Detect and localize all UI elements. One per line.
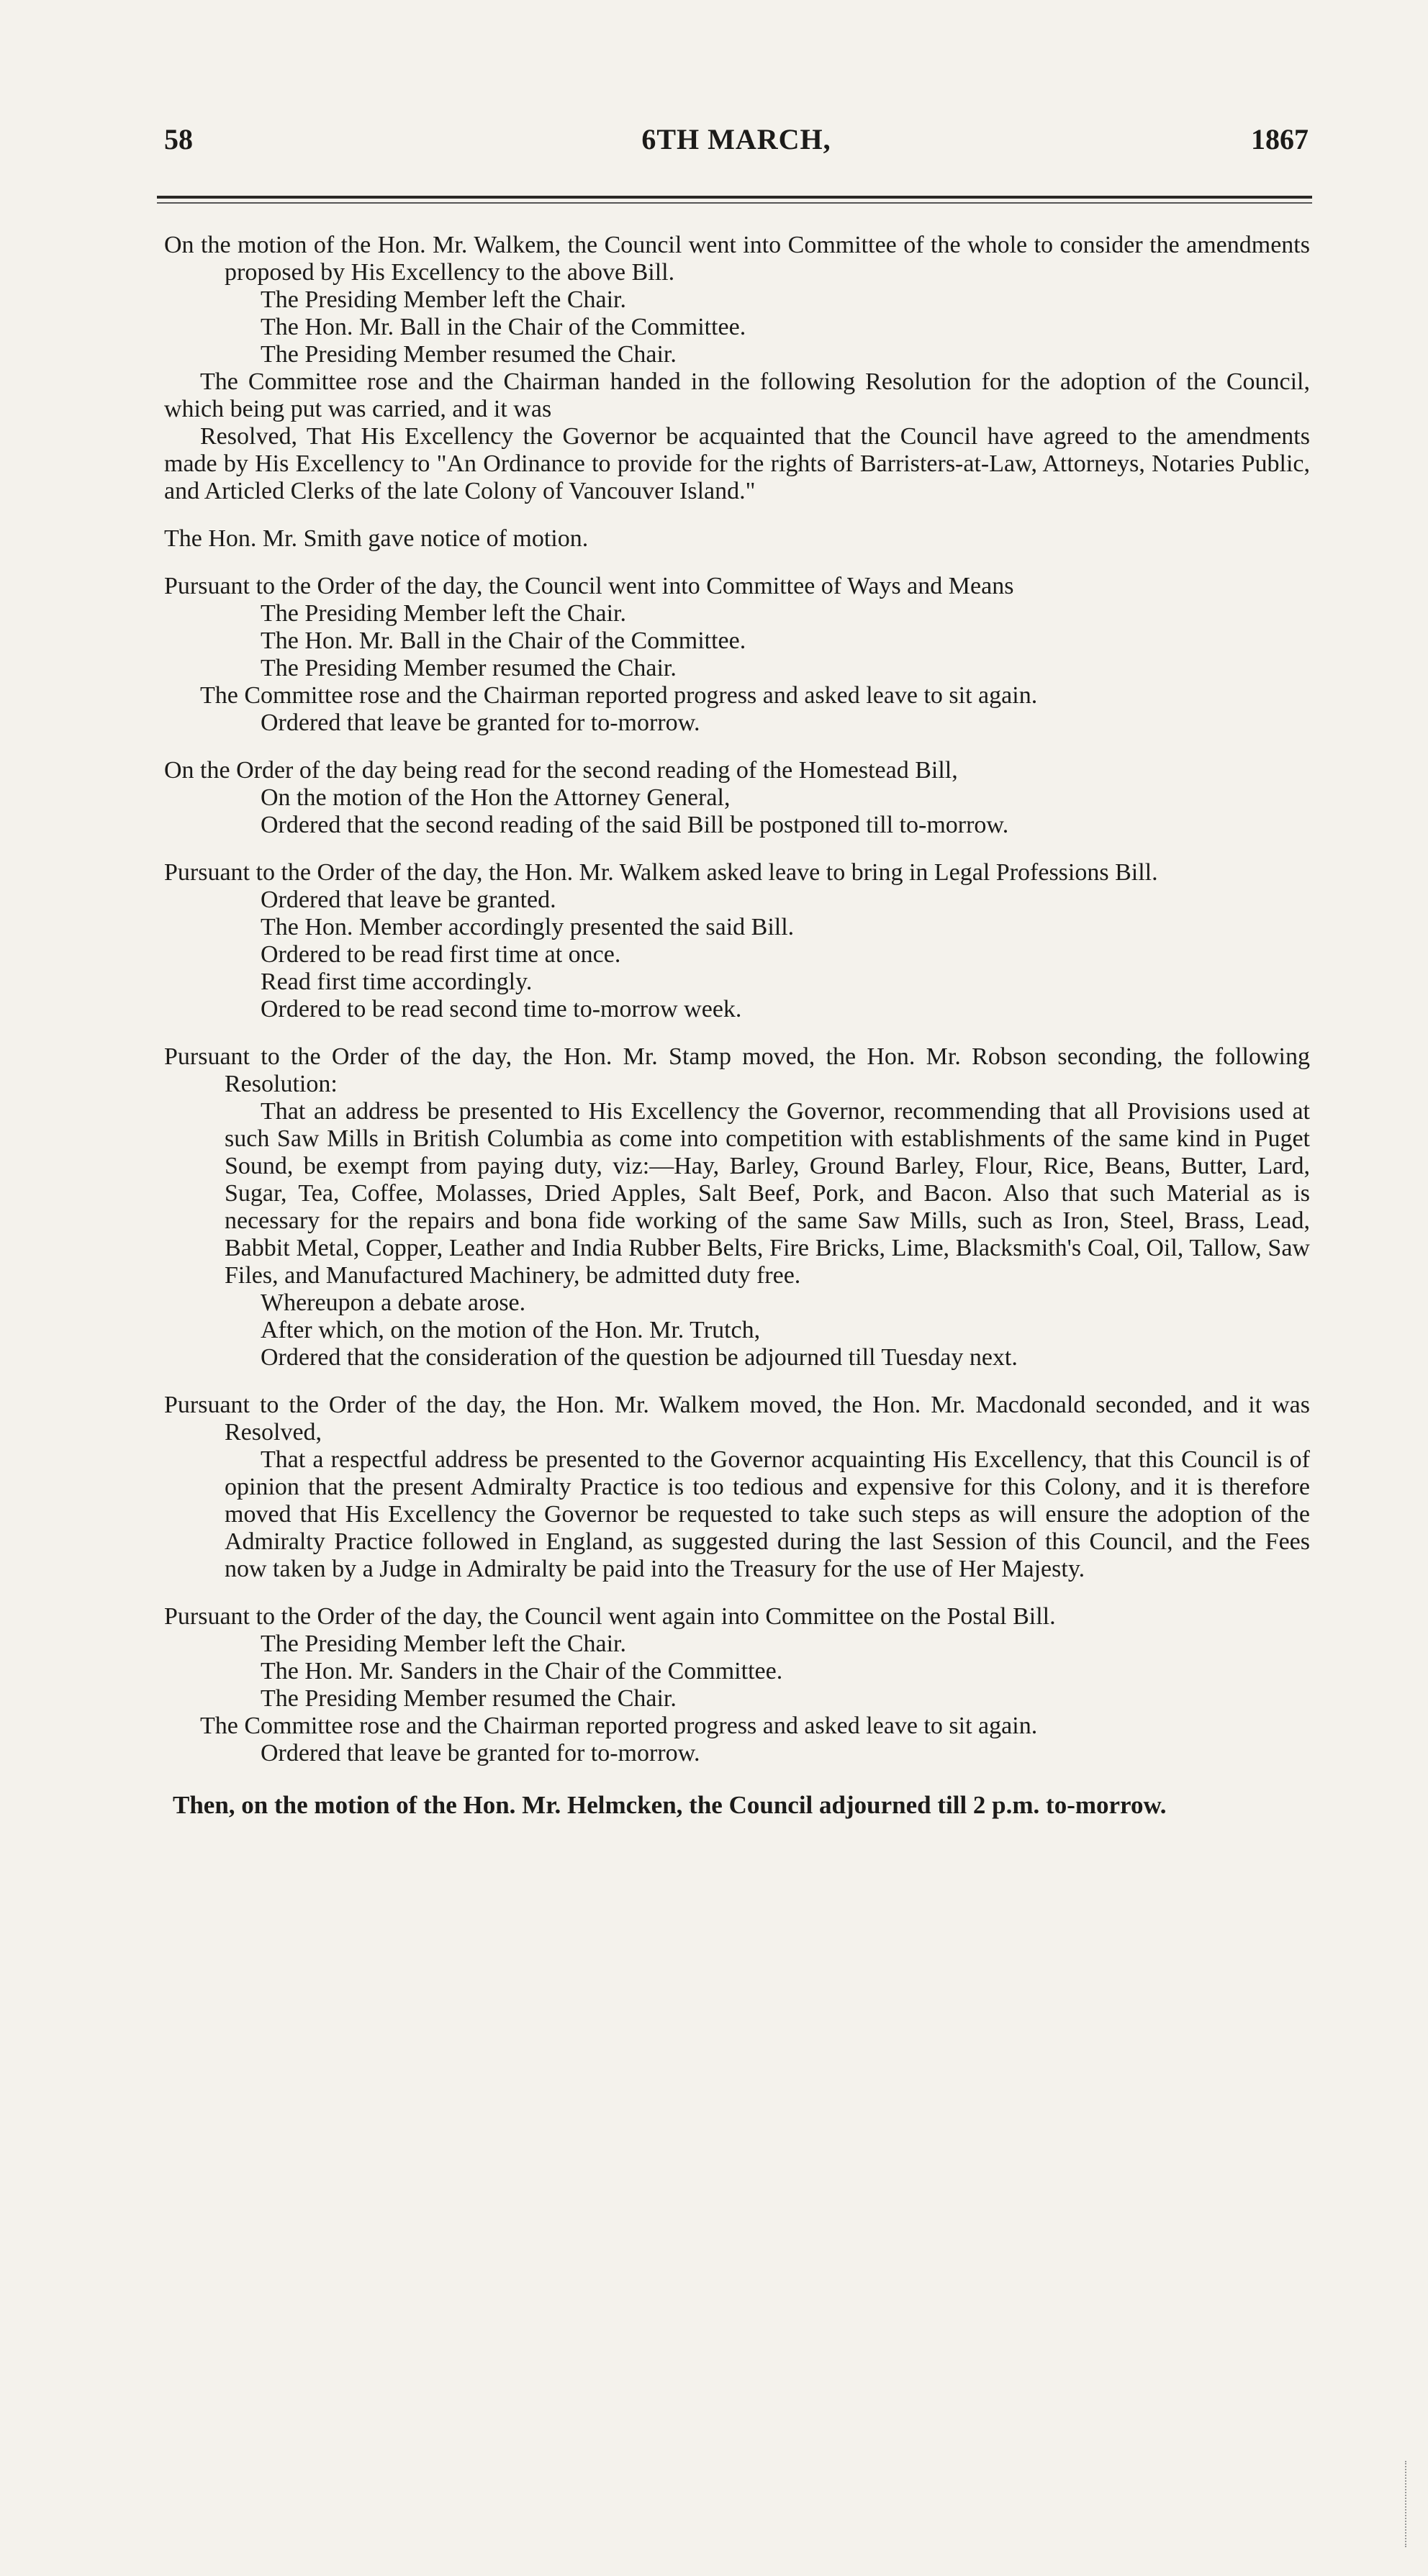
header-rule-thin: [157, 202, 1312, 204]
entry-lead: Pursuant to the Order of the day, the Hon. Mr. Stamp moved, the Hon. Mr. Robson seconding, the following Resolution:: [164, 1043, 1310, 1097]
entry-line: The Committee rose and the Chairman handed in the following Resolution for the adoption of the Council, which being put was carried, and it was: [164, 368, 1310, 422]
page-date: 6TH MARCH,: [641, 123, 831, 155]
entry-ways-and-means: [164, 573, 1310, 737]
entry-line: The Presiding Member resumed the Chair.: [261, 1685, 677, 1712]
entry-lead: Pursuant to the Order of the day, the Council went again into Committee on the Postal Bill.: [164, 1603, 1056, 1630]
entry-line: Ordered that leave be granted.: [261, 886, 556, 913]
entry-line: Read first time accordingly.: [261, 969, 533, 995]
entry-line: Ordered to be read second time to-morrow week.: [261, 996, 742, 1022]
entry-smith-notice: [164, 525, 1310, 553]
entry-line: Ordered that the second reading of the said Bill be postponed till to-morrow.: [261, 812, 1009, 838]
entry-line: The Committee rose and the Chairman reported progress and asked leave to sit again.: [200, 1713, 1038, 1739]
entry-legal-professions: [164, 859, 1310, 1023]
entry-line: The Hon. Mr. Ball in the Chair of the Committee.: [261, 627, 746, 654]
entry-line: The Presiding Member resumed the Chair.: [261, 341, 677, 368]
page-number: 58: [164, 123, 193, 155]
page-header: [164, 122, 1309, 165]
header-rule-thick: [157, 196, 1312, 199]
entry-line: The Presiding Member left the Chair.: [261, 600, 626, 627]
entry-line: The Presiding Member left the Chair.: [261, 1631, 626, 1657]
entry-walkem-committee: [164, 232, 1310, 505]
entry-line: The Presiding Member resumed the Chair.: [261, 655, 677, 681]
entry-lead: Pursuant to the Order of the day, the Council went into Committee of Ways and Means: [164, 573, 1014, 599]
entry-line: Whereupon a debate arose.: [261, 1289, 526, 1316]
entry-lead: Pursuant to the Order of the day, the Hon. Mr. Walkem moved, the Hon. Mr. Macdonald seconded, and it was Resolved,: [164, 1392, 1310, 1446]
entry-line: Ordered to be read first time at once.: [261, 941, 621, 968]
closing-adjournment: Then, on the motion of the Hon. Mr. Helmcken, the Council adjourned till 2 p.m. to-morrow.: [173, 1791, 1167, 1819]
page-year: 1867: [1251, 123, 1309, 155]
entry-line: Ordered that leave be granted for to-morrow.: [261, 709, 700, 736]
entry-lead: The Hon. Mr. Smith gave notice of motion.: [164, 525, 589, 552]
entry-lead: Pursuant to the Order of the day, the Hon. Mr. Walkem asked leave to bring in Legal Professions Bill.: [164, 859, 1158, 886]
entry-line: The Hon. Member accordingly presented the said Bill.: [261, 914, 795, 940]
entry-line: Ordered that the consideration of the question be adjourned till Tuesday next.: [261, 1344, 1018, 1371]
entry-line: The Hon. Mr. Sanders in the Chair of the Committee.: [261, 1658, 783, 1684]
entry-saw-mills: [164, 1043, 1310, 1371]
entry-homestead-bill: [164, 757, 1310, 839]
entry-postal-bill: [164, 1603, 1310, 1767]
entry-line: Ordered that leave be granted for to-morrow.: [261, 1740, 700, 1767]
entry-line: The Presiding Member left the Chair.: [261, 286, 626, 313]
entry-admiralty: [164, 1392, 1310, 1583]
entry-line: On the motion of the Hon the Attorney General,: [261, 784, 731, 811]
entry-line: The Committee rose and the Chairman reported progress and asked leave to sit again.: [200, 682, 1038, 709]
entry-line: The Hon. Mr. Ball in the Chair of the Committee.: [261, 314, 746, 340]
entry-line: Resolved, That His Excellency the Governor be acquainted that the Council have agreed to the amendments made by His Excellency to "An Ordinance to provide for the rights of Barristers-at-Law, Attorneys, Notaries Public, and Articled Clerks of the late Colony of Vancouver Island.": [164, 423, 1310, 504]
scan-margin-mark: [1376, 2461, 1406, 2547]
entry-line: After which, on the motion of the Hon. Mr. Trutch,: [261, 1317, 761, 1343]
entry-resolution-text: That an address be presented to His Excellency the Governor, recommending that all Provisions used at such Saw Mills in British Columbia as come into competition with establishments of the same kind in Puget Sound, be exempt from paying duty, viz:—Hay, Barley, Ground Barley, Flour, Rice, Beans, Butter, Lard, Sugar, Tea, Coffee, Molasses, Dried Apples, Salt Beef, Pork, and Bacon. Also that such Material as is necessary for the repairs and bona fide working of the same Saw Mills, such as Iron, Steel, Brass, Lead, Babbit Metal, Copper, Leather and India Rubber Belts, Fire Bricks, Lime, Blacksmith's Coal, Oil, Tallow, Saw Files, and Manufactured Machinery, be admitted duty free.: [225, 1098, 1310, 1289]
minutes-body: [164, 232, 1310, 1819]
entry-lead: On the motion of the Hon. Mr. Walkem, the Council went into Committee of the whole to consider the amendments proposed by His Excellency to the above Bill.: [164, 232, 1310, 286]
entry-resolution-text: That a respectful address be presented to the Governor acquainting His Excellency, that this Council is of opinion that the present Admiralty Practice is too tedious and expensive for this Colony, and it is therefore moved that His Excellency the Governor be requested to take such steps as will ensure the adoption of the Admiralty Practice followed in England, as suggested during the last Session of this Council, and the Fees now taken by a Judge in Admiralty be paid into the Treasury for the use of Her Majesty.: [225, 1446, 1310, 1582]
entry-lead: On the Order of the day being read for the second reading of the Homestead Bill,: [164, 757, 958, 784]
